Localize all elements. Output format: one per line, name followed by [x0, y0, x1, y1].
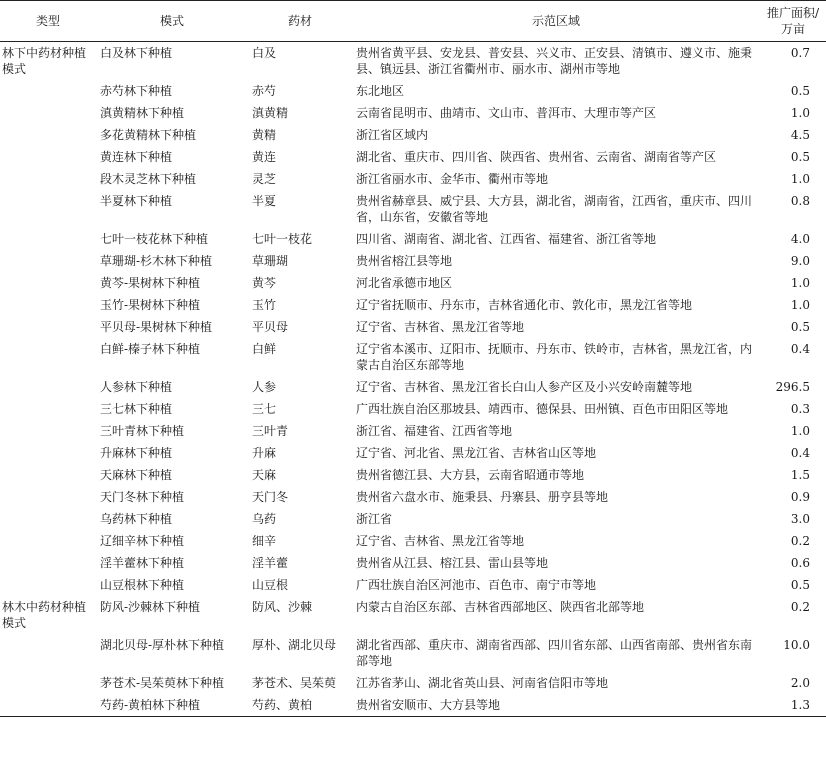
cell-mode: 七叶一枝花林下种植 — [100, 232, 209, 246]
cell-herb: 玉竹 — [252, 298, 277, 312]
cell-region: 辽宁省本溪市、辽阳市、抚顺市、丹东市、铁岭市，吉林省，黑龙江省，内蒙古自治区东部等地 — [356, 342, 753, 372]
header-region: 示范区域 — [352, 1, 760, 42]
table-row — [0, 376, 826, 398]
cell-type — [0, 316, 96, 338]
table-row — [0, 672, 826, 694]
table-row — [0, 42, 826, 81]
cell-region: 广西壮族自治区那坡县、靖西市、德保县、田州镇、百色市田阳区等地 — [356, 402, 729, 416]
cell-region: 广西壮族自治区河池市、百色市、南宁市等地 — [356, 578, 597, 592]
cell-area: 0.6 — [790, 556, 810, 570]
cell-type — [0, 250, 96, 272]
cell-mode: 赤芍林下种植 — [100, 84, 173, 98]
cell-area: 0.5 — [790, 84, 810, 98]
cell-mode: 三叶青林下种植 — [100, 424, 185, 438]
cell-area: 0.7 — [790, 46, 810, 60]
cell-herb: 黄精 — [252, 128, 277, 142]
cell-herb: 乌药 — [252, 512, 277, 526]
cell-region: 辽宁省、河北省、黑龙江省、吉林省山区等地 — [356, 446, 597, 460]
cell-area: 0.8 — [790, 194, 810, 208]
cell-region: 贵州省六盘水市、施秉县、丹寨县、册亨县等地 — [356, 490, 609, 504]
table-row — [0, 228, 826, 250]
cell-mode: 白及林下种植 — [100, 46, 173, 60]
cell-type — [0, 420, 96, 442]
cell-herb: 细辛 — [252, 534, 277, 548]
cell-mode: 芍药-黄柏林下种植 — [96, 694, 248, 717]
cell-mode: 淫羊藿林下种植 — [100, 556, 185, 570]
table-row — [0, 398, 826, 420]
cell-herb: 黄连 — [252, 150, 277, 164]
header-area — [760, 1, 826, 42]
cell-herb: 七叶一枝花 — [252, 232, 313, 246]
cell-type — [0, 376, 96, 398]
cell-herb: 半夏 — [252, 194, 277, 208]
cell-herb: 茅苍术、吴茱萸 — [252, 676, 337, 690]
cell-area: 2.0 — [790, 676, 810, 690]
cell-mode: 天麻林下种植 — [100, 468, 173, 482]
cell-mode: 升麻林下种植 — [100, 446, 173, 460]
table-row — [0, 420, 826, 442]
cell-type — [0, 398, 96, 420]
table-row — [0, 508, 826, 530]
cell-region: 辽宁省、吉林省、黑龙江省长白山人参产区及小兴安岭南麓等地 — [356, 380, 693, 394]
cell-mode: 多花黄精林下种植 — [100, 128, 197, 142]
cell-mode: 草珊瑚-杉木林下种植 — [100, 254, 213, 268]
cell-herb: 灵芝 — [252, 172, 277, 186]
cell-area: 0.4 — [790, 446, 810, 460]
table-row — [0, 190, 826, 228]
cell-mode: 三七林下种植 — [100, 402, 173, 416]
cell-mode: 玉竹-果树林下种植 — [100, 298, 201, 312]
cell-area: 1.5 — [790, 468, 810, 482]
cell-type — [0, 338, 96, 376]
cell-type — [0, 272, 96, 294]
cell-area: 1.0 — [790, 172, 810, 186]
cell-area: 4.0 — [790, 232, 810, 246]
cell-herb: 三叶青 — [252, 424, 289, 438]
cell-mode: 黄芩-果树林下种植 — [100, 276, 201, 290]
cell-area: 1.0 — [790, 298, 810, 312]
cell-type — [0, 168, 96, 190]
cell-area: 0.5 — [790, 578, 810, 592]
table-row — [0, 168, 826, 190]
cell-area: 3.0 — [790, 512, 810, 526]
cell-region: 贵州省黄平县、安龙县、普安县、兴义市、正安县、清镇市、遵义市、施秉县、镇远县、浙江省衢州市、丽水市、湖州市等地 — [356, 46, 753, 76]
header-area-line2: 万亩 — [780, 22, 805, 36]
header-mode: 模式 — [96, 1, 248, 42]
table-row — [0, 596, 826, 634]
cell-area: 0.9 — [790, 490, 810, 504]
table-row — [0, 80, 826, 102]
cell-type: 林下中药材种植模式 — [2, 46, 87, 76]
cell-type — [0, 442, 96, 464]
table-row — [0, 634, 826, 672]
cell-herb: 天门冬 — [252, 490, 289, 504]
cell-region: 贵州省赫章县、威宁县、大方县，湖北省，湖南省，江西省，重庆市、四川省，山东省，安徽省等地 — [356, 194, 753, 224]
cell-region: 辽宁省、吉林省、黑龙江省等地 — [356, 534, 525, 548]
cell-region: 内蒙古自治区东部、吉林省西部地区、陕西省北部等地 — [356, 600, 645, 614]
table-row — [0, 124, 826, 146]
cell-region: 河北省承德市地区 — [356, 276, 453, 290]
table-row — [0, 102, 826, 124]
cell-type — [0, 102, 96, 124]
cell-region: 贵州省安顺市、大方县等地 — [352, 694, 760, 717]
cell-region: 贵州省德江县、大方县，云南省昭通市等地 — [356, 468, 585, 482]
cell-herb: 淫羊藿 — [252, 556, 289, 570]
cell-type — [0, 672, 96, 694]
cell-herb: 防风、沙棘 — [252, 600, 313, 614]
cell-type — [0, 294, 96, 316]
cell-area: 0.5 — [790, 320, 810, 334]
cell-type — [0, 552, 96, 574]
cell-herb: 白鲜 — [252, 342, 277, 356]
cell-type — [0, 634, 96, 672]
cell-mode: 乌药林下种植 — [100, 512, 173, 526]
cell-area: 1.0 — [790, 106, 810, 120]
table-row — [0, 574, 826, 596]
cell-mode: 平贝母-果树林下种植 — [100, 320, 213, 334]
cell-herb: 芍药、黄柏 — [248, 694, 352, 717]
cell-area: 0.2 — [790, 534, 810, 548]
cell-region: 贵州省从江县、榕江县、雷山县等地 — [356, 556, 549, 570]
cell-herb: 天麻 — [252, 468, 277, 482]
cell-mode: 黄连林下种植 — [100, 150, 173, 164]
table-body — [0, 42, 826, 717]
header-area-line1: 推广面积/ — [766, 6, 820, 20]
table-row — [0, 316, 826, 338]
cell-herb: 升麻 — [252, 446, 277, 460]
cell-region: 湖北省西部、重庆市、湖南省西部、四川省东部、山西省南部、贵州省东南部等地 — [356, 638, 753, 668]
cell-herb: 滇黄精 — [252, 106, 289, 120]
cell-type — [0, 124, 96, 146]
cell-area: 1.3 — [760, 694, 826, 717]
cell-region: 云南省昆明市、曲靖市、文山市、普洱市、大理市等产区 — [356, 106, 657, 120]
cell-type — [0, 228, 96, 250]
cell-region: 东北地区 — [356, 84, 405, 98]
table-row — [0, 442, 826, 464]
cell-mode: 辽细辛林下种植 — [100, 534, 185, 548]
cell-herb: 平贝母 — [252, 320, 289, 334]
table-row — [0, 272, 826, 294]
cell-area: 296.5 — [775, 380, 810, 394]
cell-region: 浙江省丽水市、金华市、衢州市等地 — [356, 172, 549, 186]
table-row — [0, 464, 826, 486]
cell-type — [0, 486, 96, 508]
cell-herb: 赤芍 — [252, 84, 277, 98]
cell-region: 四川省、湖南省、湖北省、江西省、福建省、浙江省等地 — [356, 232, 657, 246]
header-herb: 药材 — [248, 1, 352, 42]
cell-mode: 滇黄精林下种植 — [100, 106, 185, 120]
cell-type — [0, 694, 96, 717]
cell-mode: 天门冬林下种植 — [100, 490, 185, 504]
cell-region: 江苏省茅山、湖北省英山县、河南省信阳市等地 — [356, 676, 609, 690]
cell-mode: 人参林下种植 — [100, 380, 173, 394]
table-row — [0, 338, 826, 376]
cell-mode: 茅苍术-吴茱萸林下种植 — [100, 676, 225, 690]
cell-herb: 三七 — [252, 402, 277, 416]
cell-area: 0.3 — [790, 402, 810, 416]
cell-mode: 段木灵芝林下种植 — [100, 172, 197, 186]
cell-type — [0, 80, 96, 102]
cell-type: 林木中药材种植模式 — [2, 600, 87, 630]
cell-region: 浙江省区域内 — [356, 128, 429, 142]
cell-type — [0, 464, 96, 486]
table-header-row — [0, 1, 826, 42]
cell-mode: 半夏林下种植 — [100, 194, 173, 208]
cell-type — [0, 190, 96, 228]
table-row — [0, 694, 826, 717]
cell-region: 浙江省、福建省、江西省等地 — [356, 424, 513, 438]
cell-area: 0.5 — [790, 150, 810, 164]
cell-herb: 白及 — [252, 46, 277, 60]
cell-area: 4.5 — [790, 128, 810, 142]
cell-type — [0, 146, 96, 168]
cell-region: 浙江省 — [356, 512, 393, 526]
table-row — [0, 486, 826, 508]
cell-region: 贵州省榕江县等地 — [356, 254, 453, 268]
cell-herb: 山豆根 — [252, 578, 289, 592]
table-row — [0, 146, 826, 168]
cell-region: 湖北省、重庆市、四川省、陕西省、贵州省、云南省、湖南省等产区 — [356, 150, 717, 164]
cell-area: 0.4 — [790, 342, 810, 356]
cell-area: 9.0 — [790, 254, 810, 268]
cell-herb: 人参 — [252, 380, 277, 394]
cell-area: 0.2 — [790, 600, 810, 614]
cell-herb: 厚朴、湖北贝母 — [252, 638, 337, 652]
cell-region: 辽宁省抚顺市、丹东市，吉林省通化市、敦化市，黑龙江省等地 — [356, 298, 693, 312]
cell-mode: 湖北贝母-厚朴林下种植 — [100, 638, 225, 652]
table-row — [0, 294, 826, 316]
table-row — [0, 552, 826, 574]
cell-type — [0, 574, 96, 596]
table-row — [0, 250, 826, 272]
cell-herb: 黄芩 — [252, 276, 277, 290]
cell-region: 辽宁省、吉林省、黑龙江省等地 — [356, 320, 525, 334]
table-row — [0, 530, 826, 552]
cell-herb: 草珊瑚 — [252, 254, 289, 268]
cell-type — [0, 530, 96, 552]
cell-area: 1.0 — [790, 424, 810, 438]
cell-mode: 白鲜-榛子林下种植 — [100, 342, 201, 356]
header-type: 类型 — [0, 1, 96, 42]
cell-mode: 山豆根林下种植 — [100, 578, 185, 592]
cell-type — [0, 508, 96, 530]
cell-mode: 防风-沙棘林下种植 — [100, 600, 201, 614]
cell-area: 1.0 — [790, 276, 810, 290]
cell-area: 10.0 — [783, 638, 810, 652]
